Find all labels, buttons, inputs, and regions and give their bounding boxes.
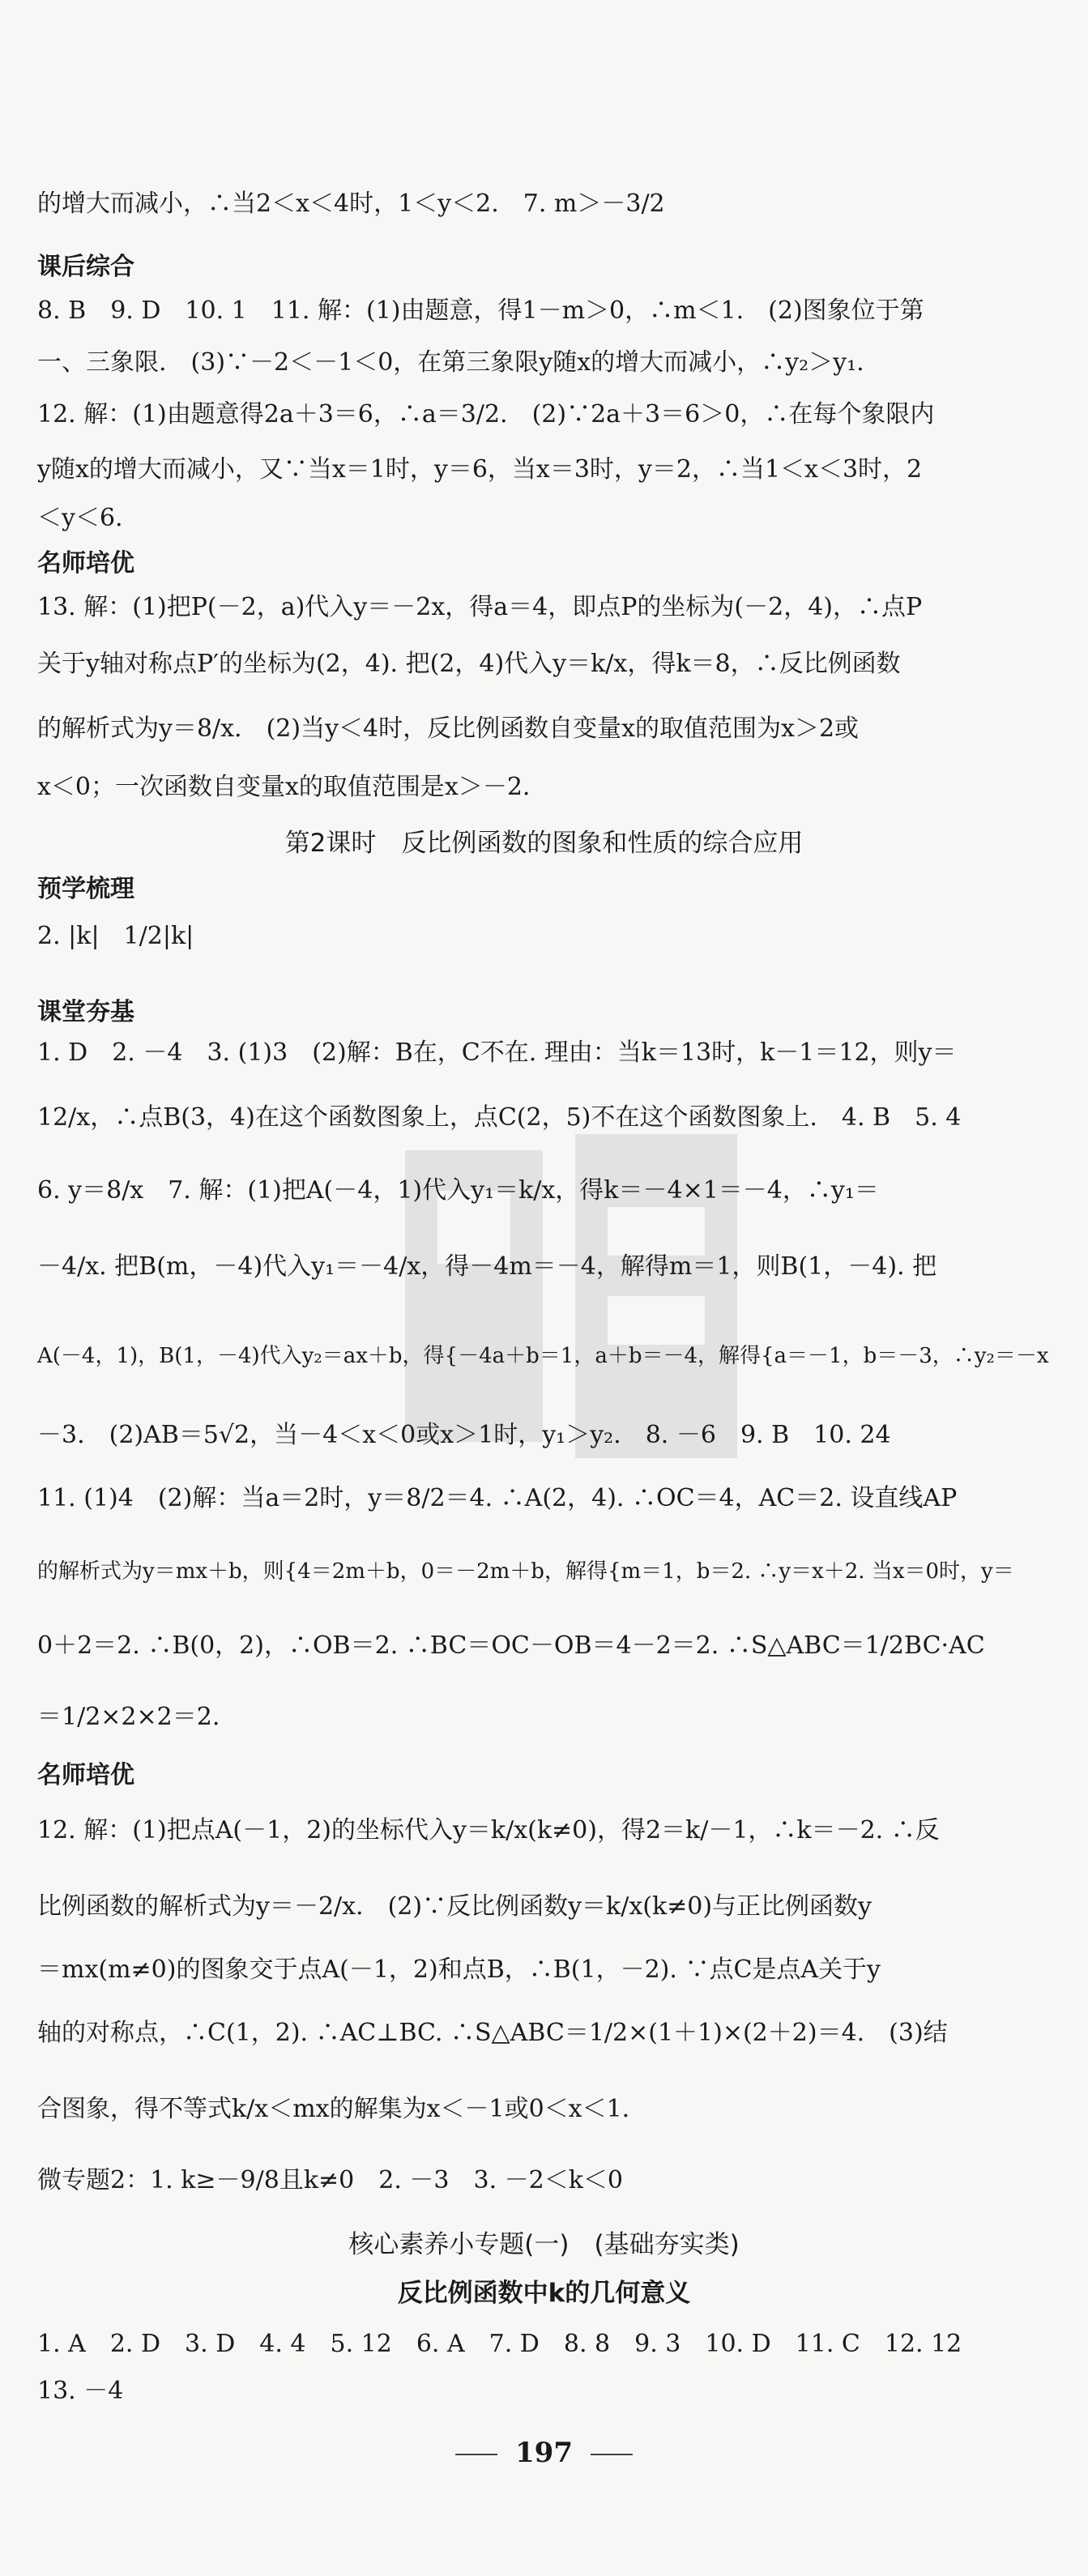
heading-mingshi: 名师培优 bbox=[37, 549, 134, 578]
section-title: 第2课时 反比例函数的图象和性质的综合应用 bbox=[284, 829, 804, 858]
text-line: －3. (2)AB＝5√2，当－4＜x＜0或x＞1时，y₁＞y₂. 8. －6 9. B 10. 24 bbox=[37, 1421, 891, 1449]
text-line: 关于y轴对称点P′的坐标为(2，4). 把(2，4)代入y＝k/x，得k＝8，∴反比例函数 bbox=[37, 650, 901, 678]
text-line: y随x的增大而减小，又∵当x＝1时，y＝6，当x＝3时，y＝2，∴当1＜x＜3时，2 bbox=[37, 455, 923, 484]
text-line: 的增大而减小，∴当2＜x＜4时，1＜y＜2. 7. m＞－3/2 bbox=[37, 190, 665, 218]
text-line: 13. －4 bbox=[37, 2377, 124, 2405]
text-line: 0＋2＝2. ∴B(0，2)，∴OB＝2. ∴BC＝OC－OB＝4－2＝2. ∴S△ABC＝1/2BC·AC bbox=[37, 1631, 985, 1660]
text-line: ＜y＜6. bbox=[37, 504, 123, 532]
topic-subtitle: 反比例函数中k的几何意义 bbox=[397, 2279, 691, 2308]
text-line: 2. |k| 1/2|k| bbox=[37, 922, 194, 950]
text-line: 12. 解：(1)把点A(－1，2)的坐标代入y＝k/x(k≠0)，得2＝k/－1，∴k＝－2. ∴反 bbox=[37, 1816, 940, 1845]
text-line: 12. 解：(1)由题意得2a＋3＝6，∴a＝3/2. (2)∵2a＋3＝6＞0，∴在每个象限内 bbox=[37, 400, 935, 429]
text-line: A(－4，1)，B(1，－4)代入y₂＝ax＋b，得{－4a＋b＝1，a＋b＝－4，解得{a＝－1，b＝－3，∴y₂＝－x bbox=[37, 1344, 1049, 1368]
heading-mingshi: 名师培优 bbox=[37, 1761, 134, 1789]
text-line: 一、三象限. (3)∵－2＜－1＜0，在第三象限y随x的增大而减小，∴y₂＞y₁. bbox=[37, 348, 864, 377]
text-line: 13. 解：(1)把P(－2，a)代入y＝－2x，得a＝4，即点P的坐标为(－2，4)，∴点P bbox=[37, 593, 923, 621]
topic-title: 核心素养小专题(一) (基础夯实类) bbox=[348, 2230, 740, 2259]
text-line: 合图象，得不等式k/x＜mx的解集为x＜－1或0＜x＜1. bbox=[37, 2095, 630, 2123]
page-number-text: 197 bbox=[515, 2437, 573, 2469]
text-line: ＝mx(m≠0)的图象交于点A(－1，2)和点B，∴B(1，－2). ∵点C是点A关于y bbox=[37, 1955, 881, 1984]
text-line: －4/x. 把B(m，－4)代入y₁＝－4/x，得－4m＝－4，解得m＝1，则B(1，－4). 把 bbox=[37, 1252, 937, 1281]
text-line: 微专题2：1. k≥－9/8且k≠0 2. －3 3. －2＜k＜0 bbox=[37, 2166, 624, 2194]
dash-left bbox=[455, 2454, 497, 2455]
dash-right bbox=[591, 2454, 633, 2455]
text-line: 1. A 2. D 3. D 4. 4 5. 12 6. A 7. D 8. 8 9. 3 10. D 11. C 12. 12 bbox=[37, 2330, 962, 2358]
text-line: ＝1/2×2×2＝2. bbox=[37, 1703, 220, 1731]
text-line: 1. D 2. －4 3. (1)3 (2)解：B在，C不在. 理由：当k＝13时，k－1＝12，则y＝ bbox=[37, 1039, 957, 1067]
text-line: 11. (1)4 (2)解：当a＝2时，y＝8/2＝4. ∴A(2，4). ∴OC＝4，AC＝2. 设直线AP bbox=[37, 1484, 958, 1512]
text-line: 6. y＝8/x 7. 解：(1)把A(－4，1)代入y₁＝k/x，得k＝－4×1＝－4，∴y₁＝ bbox=[37, 1176, 879, 1205]
heading-ketang: 课堂夯基 bbox=[37, 998, 134, 1026]
page-number bbox=[0, 2435, 1088, 2471]
heading-kehou: 课后综合 bbox=[37, 253, 134, 281]
text-line: 12/x，∴点B(3，4)在这个函数图象上，点C(2，5)不在这个函数图象上. 4. B 5. 4 bbox=[37, 1103, 962, 1132]
text-line: 的解析式为y＝8/x. (2)当y＜4时，反比例函数自变量x的取值范围为x＞2或 bbox=[37, 714, 860, 743]
text-line: 轴的对称点，∴C(1，2). ∴AC⊥BC. ∴S△ABC＝1/2×(1＋1)×(2＋2)＝4. (3)结 bbox=[37, 2019, 948, 2047]
text-line: 比例函数的解析式为y＝－2/x. (2)∵反比例函数y＝k/x(k≠0)与正比例函数y bbox=[37, 1892, 873, 1921]
text-line: x＜0；一次函数自变量x的取值范围是x＞－2. bbox=[37, 773, 531, 801]
text-line: 的解析式为y＝mx＋b，则{4＝2m＋b，0＝－2m＋b，解得{m＝1，b＝2. ∴y＝x＋2. 当x＝0时，y＝ bbox=[37, 1559, 1014, 1584]
text-line: 8. B 9. D 10. 1 11. 解：(1)由题意，得1－m＞0，∴m＜1. (2)图象位于第 bbox=[37, 296, 924, 325]
heading-yuxue: 预学梳理 bbox=[37, 875, 134, 903]
